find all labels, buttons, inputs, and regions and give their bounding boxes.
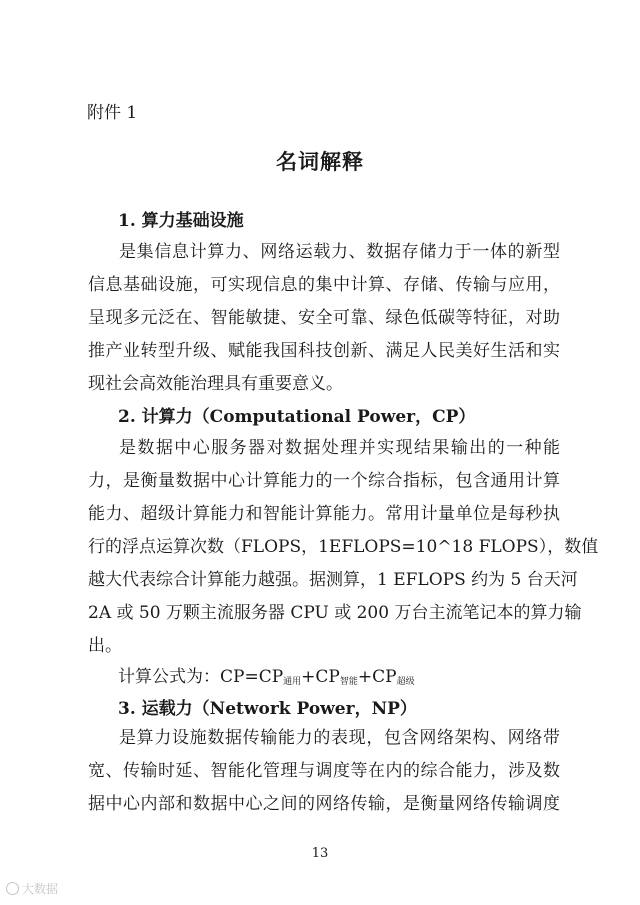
paragraph-line: 是算力设施数据传输能力的表现，包含网络架构、网络带 (119, 728, 560, 748)
paragraph-line: 现社会高效能治理具有重要意义。 (88, 374, 343, 394)
page-number: 13 (311, 846, 329, 861)
paragraph-line: 信息基础设施，可实现信息的集中计算、存储、传输与应用， (88, 275, 560, 295)
watermark-logo-icon (6, 882, 19, 895)
formula-subscript: 智能 (339, 677, 358, 687)
document-title: 名词解释 (276, 149, 364, 174)
section-1-paragraph (88, 236, 560, 401)
section-2-heading: 2. 计算力（Computational Power，CP） (118, 407, 476, 427)
formula-plus: +CP (301, 667, 340, 687)
paragraph-line: 行的浮点运算次数（FLOPS，1EFLOPS=10^18 FLOPS），数值 (88, 537, 599, 557)
paragraph-line: 越大代表综合计算能力越强。据测算，1 EFLOPS 约为 5 台天河 (88, 570, 578, 590)
watermark (6, 880, 58, 897)
section-3-heading: 3. 运载力（Network Power，NP） (118, 699, 417, 719)
paragraph-line: 2A 或 50 万颗主流服务器 CPU 或 200 万台主流笔记本的算力输 (88, 603, 582, 623)
paragraph-line: 呈现多元泛在、智能敏捷、安全可靠、绿色低碳等特征，对助 (88, 308, 560, 328)
watermark-text: 大数据 (22, 882, 59, 896)
section-2-paragraph (88, 432, 599, 663)
formula-subscript: 通用 (283, 677, 302, 687)
paragraph-line: 是数据中心服务器对数据处理并实现结果输出的一种能 (119, 438, 560, 458)
paragraph-line: 力，是衡量数据中心计算能力的一个综合指标，包含通用计算 (88, 471, 560, 491)
formula-plus: +CP (357, 667, 397, 687)
formula (118, 662, 415, 687)
paragraph-line: 是集信息计算力、网络运载力、数据存储力于一体的新型 (119, 242, 560, 262)
paragraph-line: 宽、传输时延、智能化管理与调度等在内的综合能力，涉及数 (88, 761, 560, 781)
paragraph-line: 推产业转型升级、赋能我国科技创新、满足人民美好生活和实 (88, 341, 560, 361)
formula-prefix: 计算公式为：CP=CP (118, 667, 284, 687)
paragraph-line: 据中心内部和数据中心之间的网络传输，是衡量网络传输调度 (88, 794, 560, 814)
formula-subscript: 超级 (396, 677, 415, 687)
attachment-label: 附件 1 (87, 103, 138, 123)
paragraph-line: 出。 (88, 636, 122, 656)
paragraph-line: 能力、超级计算能力和智能计算能力。常用计量单位是每秒执 (88, 504, 560, 524)
section-3-paragraph (88, 722, 560, 821)
section-1-heading: 1. 算力基础设施 (118, 211, 244, 231)
